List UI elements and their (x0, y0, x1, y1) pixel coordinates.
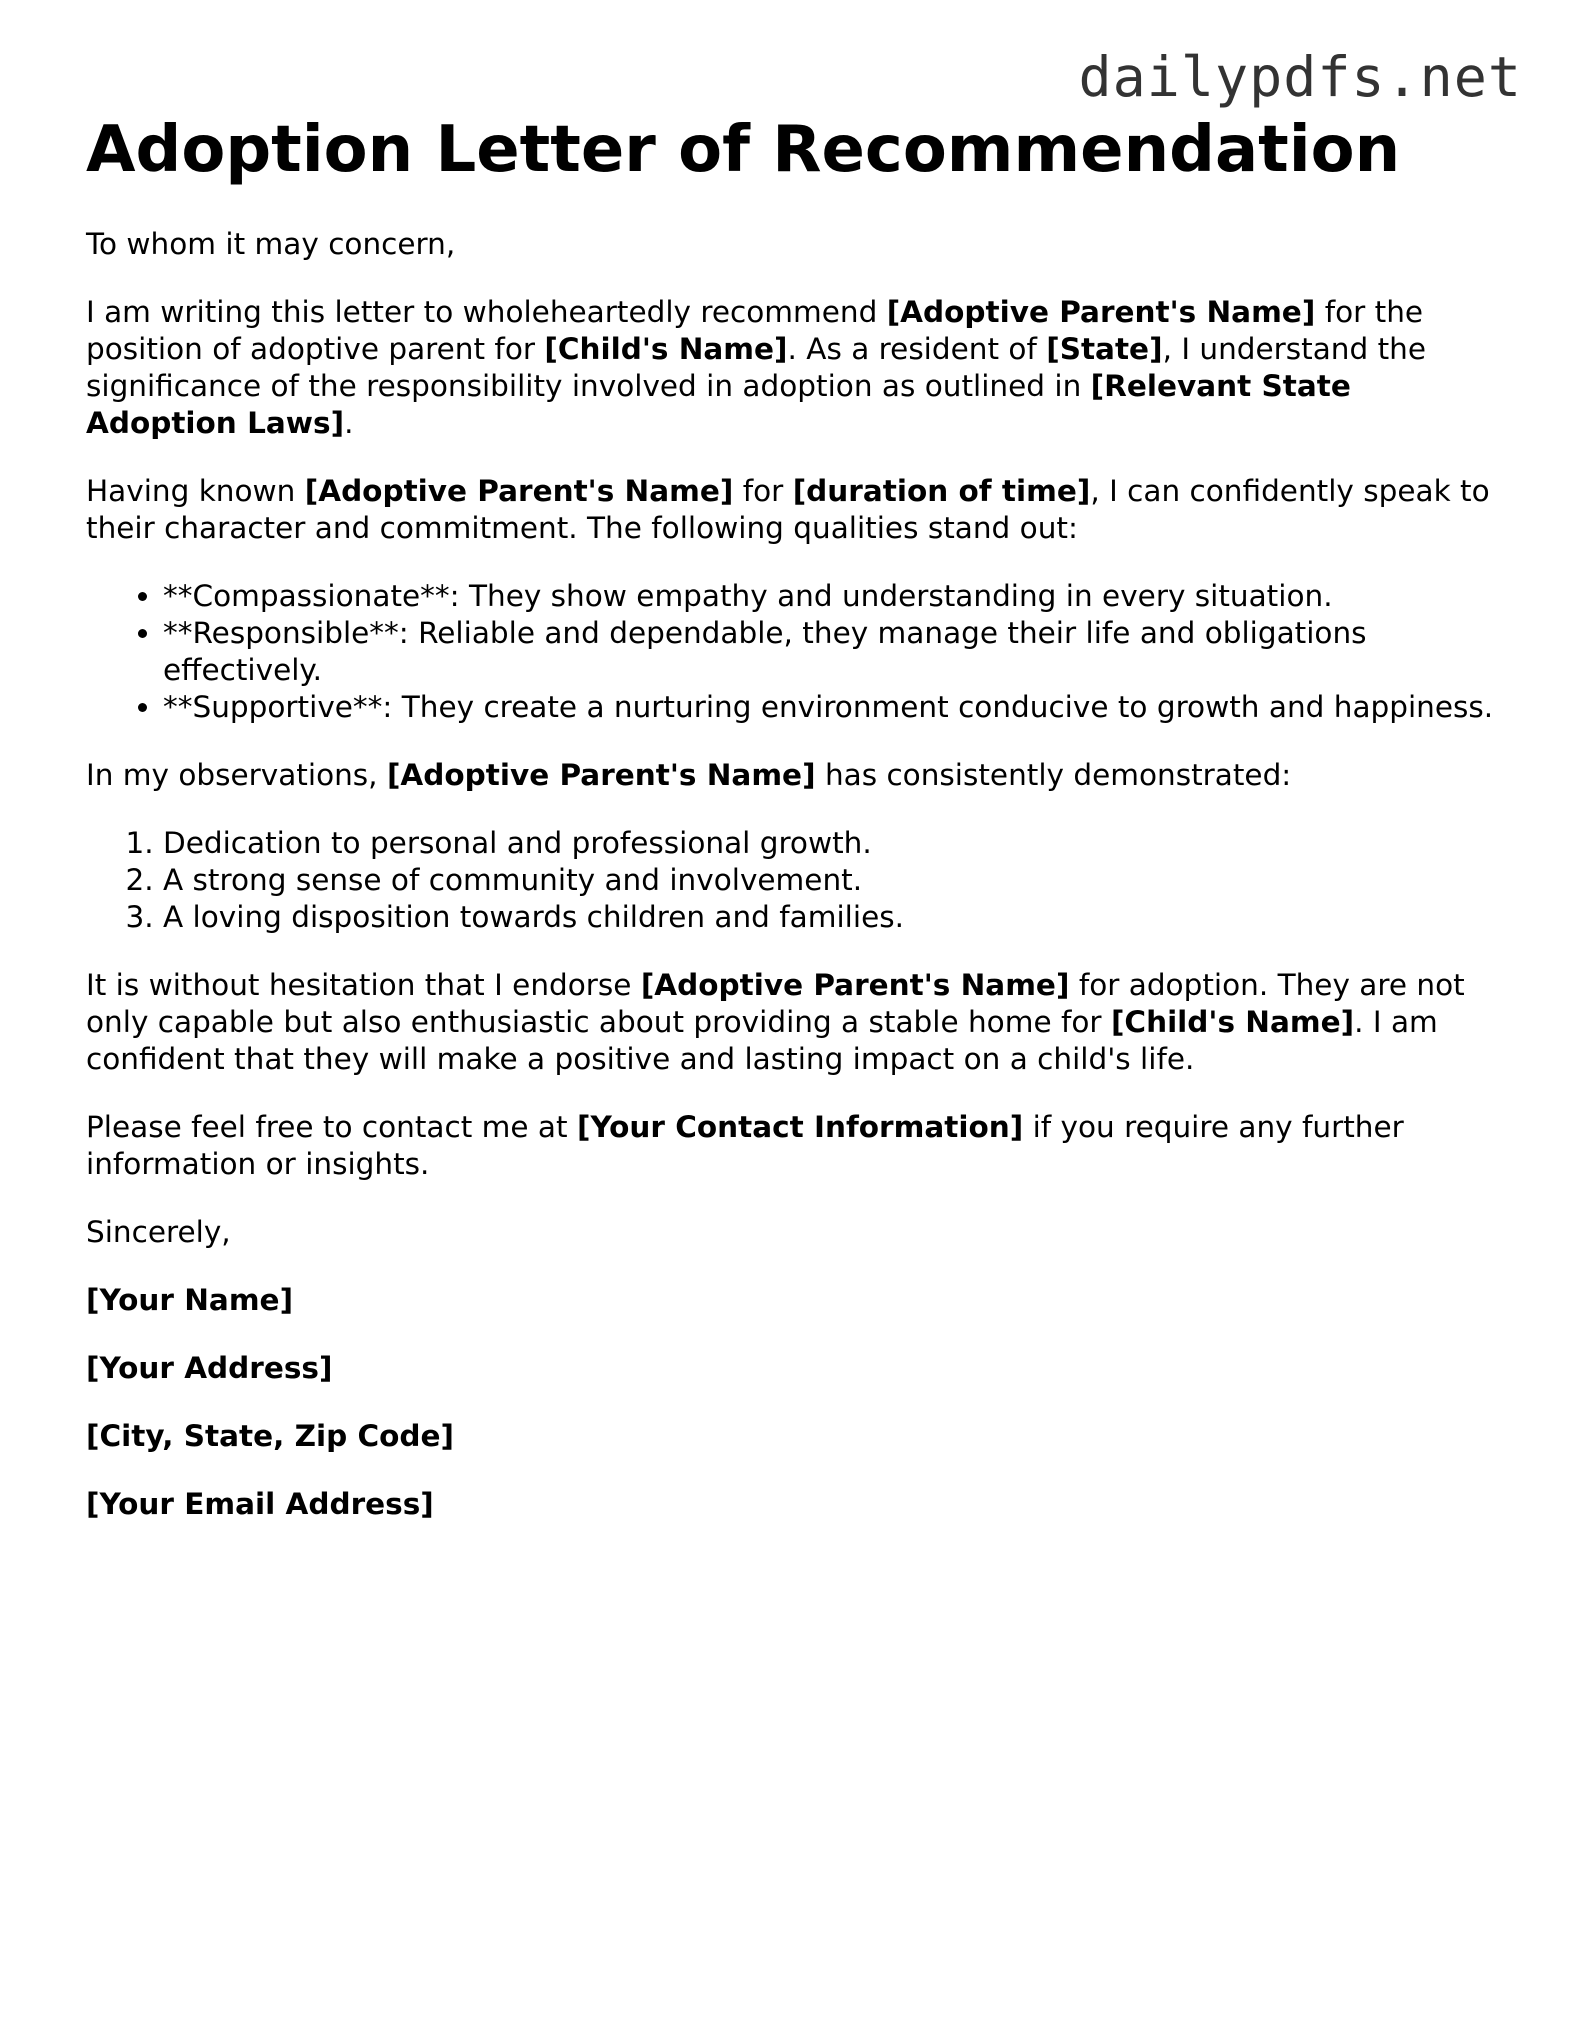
intro-text-5: . (344, 406, 354, 440)
list-item: 1. Dedication to personal and professional growth. (163, 825, 1496, 862)
observations-text-1: In my observations, (86, 758, 387, 792)
adoptive-parent-placeholder: [Adoptive Parent's Name] (304, 474, 734, 508)
adoptive-parent-placeholder: [Adoptive Parent's Name] (886, 295, 1316, 329)
intro-text-4: , I understand the significance of the responsibility involved in adoption as outlined in (86, 332, 1427, 403)
signature-city: [City, State, Zip Code] (86, 1419, 455, 1453)
endorsement-text-1: It is without hesitation that I endorse (86, 968, 641, 1002)
demonstrated-list (86, 825, 1496, 936)
character-text-3: , I can confidently speak to their character and commitment. The following qualities stand out: (86, 474, 1490, 545)
observations-text-2: has consistently demonstrated: (815, 758, 1292, 792)
intro-paragraph (86, 294, 1496, 442)
watermark: dailypdfs.net (1078, 45, 1522, 109)
endorsement-text-3: . I am confident that they will make a positive and lasting impact on a child's life. (86, 1005, 1438, 1076)
signature-name: [Your Name] (86, 1283, 294, 1317)
observations-paragraph (86, 757, 1496, 794)
signature-email: [Your Email Address] (86, 1487, 434, 1521)
adoptive-parent-placeholder: [Adoptive Parent's Name] (386, 758, 816, 792)
page-title: Adoption Letter of Recommendation (86, 113, 1401, 187)
intro-text-2: for the position of adoptive parent for (86, 295, 1424, 366)
intro-text-3: . As a resident of (787, 332, 1047, 366)
contact-paragraph (86, 1109, 1496, 1183)
list-item: 3. A loving disposition towards children and families. (163, 899, 1496, 936)
letter-page (86, 108, 1496, 1554)
intro-text-1: I am writing this letter to wholeheartedly recommend (86, 295, 887, 329)
adoptive-parent-placeholder: [Adoptive Parent's Name] (640, 968, 1070, 1002)
endorsement-text-2: for adoption. They are not only capable but also enthusiastic about providing a stable home for (86, 968, 1465, 1039)
state-placeholder: [State] (1046, 332, 1163, 366)
character-text-2: for (733, 474, 793, 508)
child-name-placeholder: [Child's Name] (1110, 1005, 1355, 1039)
qualities-list (86, 578, 1496, 726)
list-item: • **Compassionate**: They show empathy and understanding in every situation. (163, 578, 1496, 615)
closing: Sincerely, (86, 1215, 231, 1249)
salutation: To whom it may concern, (86, 227, 456, 261)
state-laws-placeholder: [Relevant State Adoption Laws] (86, 369, 1351, 440)
endorsement-paragraph (86, 967, 1496, 1078)
duration-placeholder: [duration of time] (792, 474, 1091, 508)
contact-text-1: Please feel free to contact me at (86, 1110, 577, 1144)
list-item: 2. A strong sense of community and involvement. (163, 862, 1496, 899)
child-name-placeholder: [Child's Name] (544, 332, 788, 366)
list-item: • **Responsible**: Reliable and dependable, they manage their life and obligations effectively. (163, 615, 1496, 689)
character-text-1: Having known (86, 474, 305, 508)
contact-text-2: if you require any further information or insights. (86, 1110, 1404, 1181)
signature-address: [Your Address] (86, 1351, 333, 1385)
contact-info-placeholder: [Your Contact Information] (576, 1110, 1024, 1144)
character-paragraph (86, 473, 1496, 547)
list-item: • **Supportive**: They create a nurturing environment conducive to growth and happiness. (163, 689, 1496, 726)
letter-body (86, 226, 1496, 1523)
